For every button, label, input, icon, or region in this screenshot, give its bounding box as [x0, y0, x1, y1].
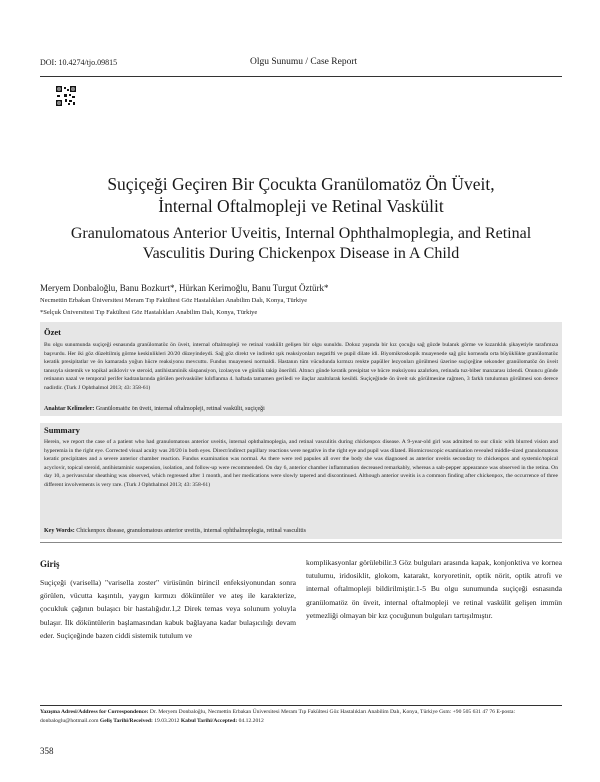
article-title-english [40, 224, 562, 264]
giris-heading: Giriş [40, 559, 60, 569]
summary-keywords [44, 527, 558, 536]
giris-right-column: komplikasyonlar görülebilir.3 Göz bulguları arasında kapak, konjonktiva ve kornea tutulumu, iridosiklit, glokom, katarakt, koryoretinit, optik nörit, optik atrofi ve internal oftalmopleji bildirilmiştir.1-5 Bu olgu sunumunda suçiçeği esnasında granülomatöz ön üveit, internal oftalmopleji ve retinal vaskülit gelişen immün yetmezliği olmayan bir kız çocuğunun bulguları tartışılmıştır. [306, 558, 562, 620]
article-title-turkish [40, 173, 562, 217]
doi-text: DOI: 10.4274/tjo.09815 [40, 58, 118, 67]
qr-code-icon [56, 86, 76, 106]
received-label: Geliş Tarihi/Received: [99, 718, 153, 724]
summary-text: Herein, we report the case of a patient who had granulomatous anterior uveitis, internal ophthalmoplegia, and retinal vasculitis during chickenpox disease. A 9-year-old girl was admitted to our clinic with blurred vision and hyperemia in the right eye. Corrected visual acuity was 20/20 in both eyes. Direct/indirect pupillary reactions were negative in the right eye and pupil was dilated. Biomicroscopic examination revealed middle-sized granulomatous keratic precipitates and a severe anterior chamber reaction. Fundus examination was normal. As there were red papules all over the body she was diagnosed as anterior uveitis secondary to chickenpox and systemic/topical acyclovir, topical steroid, antihistaminic suspension, isolation, and follow-up were recommended. On day 6, anterior chamber inflammation decreased remarkably, whereas a salt-pepper appearance was observed in the retina. On day 10, a perivascular sheathing was observed, which regressed after 1 month, and her medications were slowly tapered and discontinued. Although anterior uveitis is a common finding after chickenpox, the occurrence of three different involvements is very rare. (Turk J Ophthalmol 2013; 43: 358-61) [44, 439, 558, 488]
footer-divider [40, 705, 562, 706]
correspondence-text: Dr. Meryem Donbaloğlu, Necmettin Erbakan Üniversitesi Meram Tıp Fakültesi Göz Hastalıkları Anabilim Dalı, Konya, Türkiye Gsm: +90 505 631 47 76 E-posta: donbaloglu@hotmail.com [40, 709, 515, 724]
title-tr-line-1: Suçiçeği Geçiren Bir Çocukta Granülomatöz Ön Üveit, [107, 174, 495, 194]
correspondence-label: Yazışma Adresi/Address for Correspondence: [40, 709, 149, 715]
ozet-heading: Özet [44, 327, 61, 337]
giris-left-column: Suçiçeği (varisella) "varisella zoster" virüsünün birincil enfeksiyonundan sonra görülen, vücutta kaşıntılı, yaygın kırmızı döküntüler ve ateş ile karakterize, çocukluk çağının bulaşıcı bir hastalığıdır.1,2 Direk temas veya solunum yoluyla bulaşır. İlk döküntülerin başlamasından kabuk bağlayana kadar bulaşıcılığı devam eder. Suçiçeğinde bazen ciddi sistemik tutulum ve [40, 578, 296, 640]
header-divider [40, 76, 562, 77]
accepted-label: Kabul Tarihi/Accepted: [180, 718, 238, 724]
section-divider [40, 542, 562, 543]
ozet-keywords-value: Granülomatöz ön üveit, internal oftalmopleji, retinal vaskülit, suçiçeği [95, 406, 265, 412]
ozet-keywords-label: Anahtar Kelimeler: [44, 406, 95, 412]
summary-heading: Summary [44, 425, 80, 435]
page-number: 358 [40, 746, 54, 756]
summary-keywords-value: Chickenpox disease, granulomatous anterior uveitis, internal ophthalmoplegia, retinal vasculitis [76, 528, 307, 534]
title-tr-line-2: İnternal Oftalmopleji ve Retinal Vaskülit [158, 196, 444, 216]
ozet-keywords [44, 405, 558, 414]
received-date: 19.03.2012 [154, 718, 180, 724]
correspondence-footer [40, 708, 562, 726]
accepted-date: 04.12.2012 [238, 718, 264, 724]
affiliation-2: *Selçuk Üniversitesi Tıp Fakültesi Göz Hastalıkları Anabilim Dalı, Konya, Türkiye [40, 309, 258, 316]
section-label: Olgu Sunumu / Case Report [250, 57, 358, 67]
title-en-line-2: Vasculitis During Chickenpox Disease in A Child [142, 245, 460, 262]
title-en-line-1: Granulomatous Anterior Uveitis, Internal Ophthalmoplegia, and Retinal [70, 225, 532, 242]
ozet-text: Bu olgu sunumunda suçiçeği esnasında granülomatöz ön üveit, internal oftalmopleji ve retinal vaskülit gelişen bir olgu sunuldu. Dokuz yaşında bir kız çocuğu sağ gözde bulanık görme ve kızarıklık şikayetiyle tarafımıza başvurdu. Her iki göz düzeltilmiş görme keskinlikleri 20/20 düzeyindeydi. Sağ göz direkt ve indirekt ışık reaksiyonları negatifti ve pupil dilate idi. Biyomikroskopik muayenede sağ göz korneada orta büyüklükte granülomatöz keratik presipitatlar ve ön kamarada yoğun hücre reaksiyonu mevcuttu. Fundus muayenesi normaldi. Hastanın tüm vücudunda kırmızı renkte papüller lezyonları görülmesi üzerine suçiçeğine sekonder granülomatöz ön üveit tanısıyla sistemik ve topikal asiklovir ve steroid, antihistaminik süspansiyon, izolasyon ve günlük takip önerildi. Altıncı günde keratik presipitat ve hücre reaksiyonu azalırken, retinada tuz-biber manzarası izlendi. Onuncu günde retinanın nazal ve temporal perifer kadranlarında görülen perivasküler kılıflanma 4. haftada tamamen geriledi ve ilaçlar azaltılarak kesildi. Suçiçeğinde ön üveit sık görülmesine rağmen, 3 farklı tutulumun görülmesi son derece nadirdir. (Turk J Ophthalmol 2013; 43: 358-61) [44, 342, 558, 391]
affiliation-1: Necmettin Erbakan Üniversitesi Meram Tıp Fakültesi Göz Hastalıkları Anabilim Dalı, Konya, Türkiye [40, 297, 308, 304]
author-list: Meryem Donbaloğlu, Banu Bozkurt*, Hürkan Kerimoğlu, Banu Turgut Öztürk* [40, 283, 329, 293]
summary-keywords-label: Key Words: [44, 528, 75, 534]
